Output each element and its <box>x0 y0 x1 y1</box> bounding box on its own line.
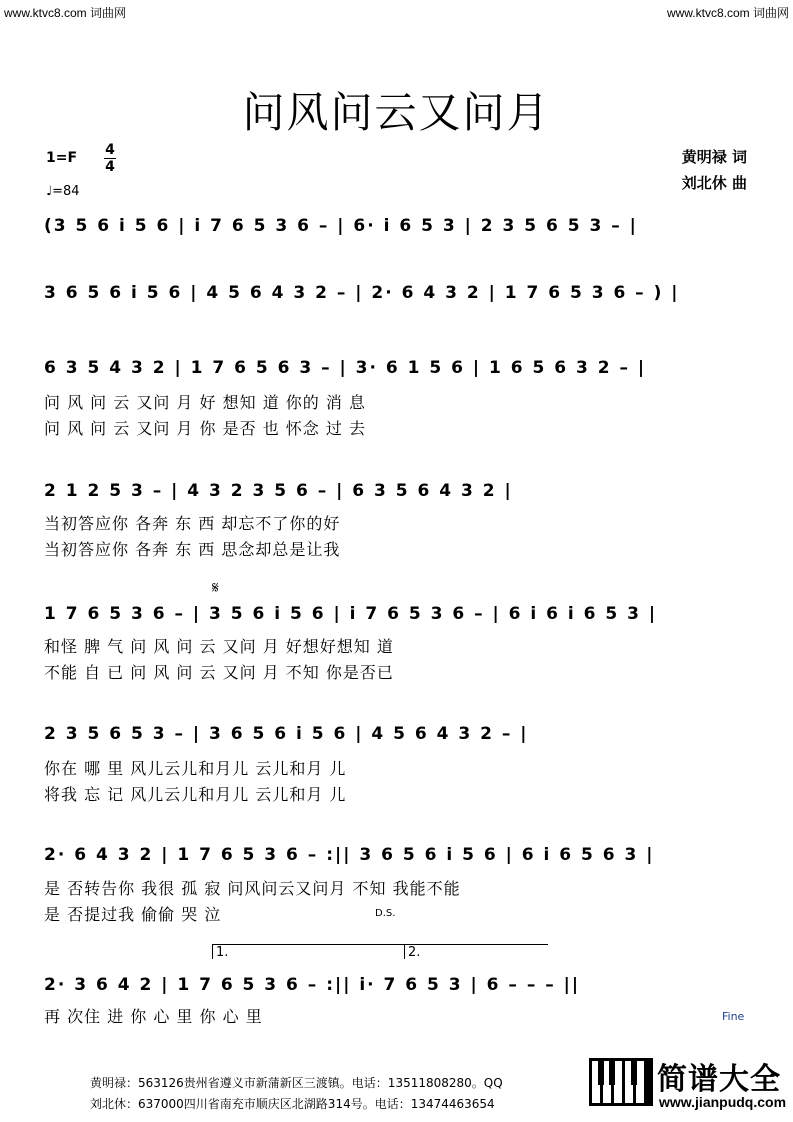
time-signature <box>104 143 116 174</box>
notation-row-1: (3 5 6 i 5 6 | i 7 6 5 3 6 – | 6· i 6 5 3 | 2 3 5 6 5 3 – | <box>44 216 638 236</box>
lyrics-row-3-verse-1: 问 风 问 云 又问 月 好 想知 道 你的 消 息 <box>44 393 366 412</box>
notation-row-3: 6 3 5 4 3 2 | 1 7 6 5 6 3 – | 3· 6 1 5 6 | 1 6 5 6 3 2 – | <box>44 358 647 378</box>
time-top: 4 <box>105 142 115 158</box>
site-logo <box>589 1054 787 1114</box>
lyrics-row-7-verse-1: 是 否转告你 我很 孤 寂 问风问云又问月 不知 我能不能 <box>44 879 461 898</box>
piano-keys-icon <box>589 1058 653 1106</box>
notation-row-2: 3 6 5 6 i 5 6 | 4 5 6 4 3 2 – | 2· 6 4 3 2 | 1 7 6 5 3 6 – ) | <box>44 283 680 303</box>
lyrics-row-6-verse-2: 将我 忘 记 风儿云儿和月儿 云儿和月 儿 <box>44 785 347 804</box>
logo-title: 简谱大全 <box>657 1062 781 1097</box>
lyrics-row-8-verse-1: 再 次住 进 你 心 里 你 心 里 <box>44 1007 263 1026</box>
lyrics-row-4-verse-1: 当初答应你 各奔 东 西 却忘不了你的好 <box>44 514 341 533</box>
footer-lyricist-contact: 黄明禄：563126贵州省遵义市新蒲新区三渡镇。电话：13511808280。QQ <box>90 1076 503 1090</box>
notation-row-6: 2 3 5 6 5 3 – | 3 6 5 6 i 5 6 | 4 5 6 4 3 2 – | <box>44 724 529 744</box>
lyricist-credit: 黄明禄 词 <box>681 148 747 166</box>
lyrics-row-3-verse-2: 问 风 问 云 又问 月 你 是否 也 怀念 过 去 <box>44 419 366 438</box>
watermark-left: www.ktvc8.com 词曲网 <box>4 6 127 20</box>
lyrics-row-7-verse-2: 是 否提过我 偷偷 哭 泣 <box>44 905 222 924</box>
volta-2-bracket: 2. <box>404 944 548 959</box>
volta-1-bracket: 1. <box>212 944 404 959</box>
tempo-marking: ♩=84 <box>46 184 80 199</box>
da-segno-mark: D.S. <box>375 908 396 919</box>
lyrics-row-5-verse-2: 不能 自 已 问 风 问 云 又问 月 不知 你是否已 <box>44 663 394 682</box>
segno-sign: 𝄋 <box>212 578 219 597</box>
watermark-right: www.ktvc8.com 词曲网 <box>666 6 789 20</box>
notation-row-5: 1 7 6 5 3 6 – | 3 5 6 i 5 6 | i 7 6 5 3 6 – | 6 i 6 i 6 5 3 | <box>44 604 658 624</box>
lyrics-row-4-verse-2: 当初答应你 各奔 东 西 思念却总是让我 <box>44 540 341 559</box>
logo-url: www.jianpudq.com <box>659 1094 787 1110</box>
time-bottom: 4 <box>105 159 115 175</box>
song-title: 问风问云又问月 <box>242 88 551 137</box>
notation-row-4: 2 1 2 5 3 – | 4 3 2 3 5 6 – | 6 3 5 6 4 3 2 | <box>44 481 513 501</box>
key-signature: 1=F <box>46 150 78 166</box>
lyrics-row-6-verse-1: 你在 哪 里 风儿云儿和月儿 云儿和月 儿 <box>44 759 347 778</box>
composer-credit: 刘北休 曲 <box>681 174 747 192</box>
lyrics-row-5-verse-1: 和怪 脾 气 问 风 问 云 又问 月 好想好想知 道 <box>44 637 394 656</box>
notation-row-7: 2· 6 4 3 2 | 1 7 6 5 3 6 – :|| 3 6 5 6 i 5 6 | 6 i 6 5 6 3 | <box>44 845 655 865</box>
notation-row-8: 2· 3 6 4 2 | 1 7 6 5 3 6 – :|| i· 7 6 5 3 | 6 – – – || <box>44 975 581 995</box>
fine-mark: Fine <box>722 1010 745 1023</box>
footer-composer-contact: 刘北休：637000四川省南充市顺庆区北湖路314号。电话：13474463654 <box>90 1097 495 1111</box>
quarter-note-icon: ♩ <box>46 184 53 199</box>
